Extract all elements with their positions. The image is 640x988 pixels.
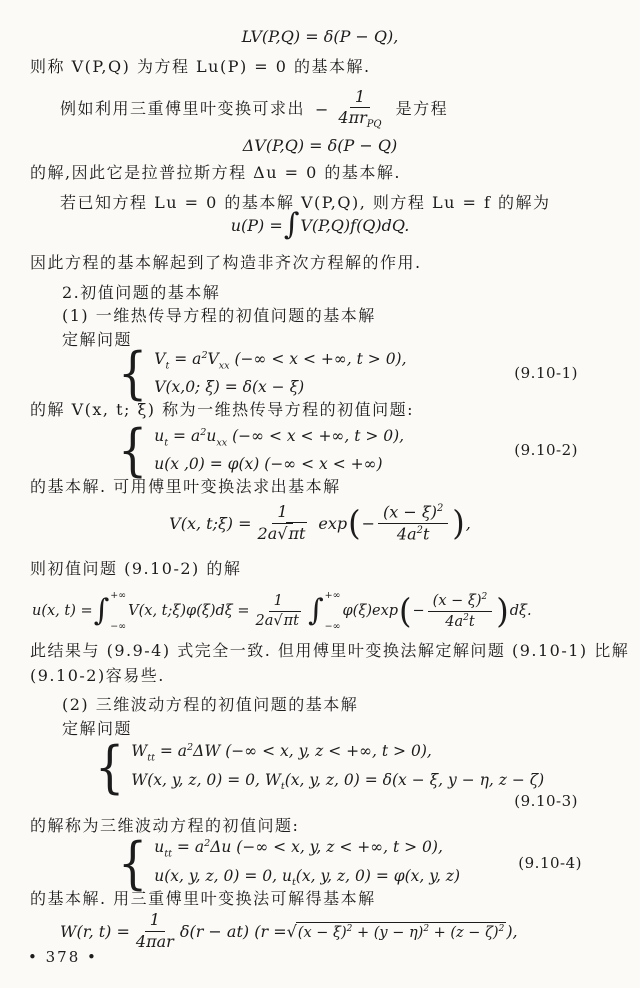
- left-brace: {: [118, 340, 148, 406]
- sqrt-radicand: $(x - \xi)^2 + (y - \eta)^2 + (z - \zeta)^2$: [297, 923, 505, 941]
- equation-up-rhs: V(P,Q)f(Q)dQ.: [300, 215, 410, 235]
- para-then-ivp-solution: 则初值问题 (9.10-2) 的解: [30, 559, 242, 578]
- sqrt-icon: √: [286, 921, 297, 941]
- sqrt-radicand: πt: [288, 523, 306, 543]
- exp-operator: exp: [318, 513, 348, 533]
- equation-label-9-10-2: (9.10-2): [514, 441, 578, 459]
- equation-system-9-10-2: [118, 417, 578, 483]
- system-lines: [131, 742, 544, 791]
- fraction-heat-kernel-coefficient: [255, 503, 311, 543]
- equation-up-lhs: u(P) =: [230, 215, 283, 235]
- fraction-numerator: 1: [272, 503, 292, 523]
- system-line-1: $V_t = a^2V_{xx}$ (−∞ < x < +∞, t > 0),: [154, 349, 407, 372]
- left-brace: {: [95, 734, 125, 800]
- fraction-heat-kernel-coefficient: [253, 593, 304, 629]
- fraction-gaussian-exponent: [378, 503, 448, 543]
- heading-1d-heat-equation: (1) 一维热传导方程的初值问题的基本解: [62, 306, 376, 325]
- para-find-by-fourier: 的基本解. 可用傅里叶变换法求出基本解: [30, 477, 341, 496]
- equation-system-9-10-4: [118, 830, 582, 896]
- system-lines: [154, 427, 404, 473]
- fraction-denominator: [253, 612, 304, 630]
- integral-lower-limit: −∞: [110, 620, 127, 632]
- system-line-1: $u_{tt} = a^2\Delta u$ (−∞ < x, y, z < +∞, t > 0),: [154, 838, 443, 860]
- equation-u-tail: dξ.: [509, 603, 532, 619]
- minus-sign: −: [361, 513, 376, 533]
- integral-limits: [110, 590, 126, 632]
- integral-sign: ∫: [308, 593, 324, 628]
- display-equation-wave-kernel: [60, 908, 518, 954]
- equation-system-9-10-1: [118, 340, 578, 406]
- display-equation-up: [0, 204, 640, 246]
- system-line-2: W(x, y, z, 0) = 0, $W_t(x$, y, z, 0) = δ(x − ξ, y − η, z − ζ): [131, 770, 545, 792]
- equation-w-lhs: W(r, t) =: [60, 921, 130, 941]
- equation-v-tail: ,: [465, 513, 471, 533]
- integral-sign: ∫: [283, 207, 300, 242]
- fraction-denominator: $4\pi r_{PQ}$: [338, 107, 382, 131]
- fraction-wave-coefficient: [133, 911, 177, 951]
- equation-label-9-10-4: (9.10-4): [518, 854, 582, 872]
- para-solution-called-heat-ivp: 的解 V(x, t; ξ) 称为一维热传导方程的初值问题:: [30, 400, 415, 419]
- para-laplace-fundamental: 的解,因此它是拉普拉斯方程 Δu = 0 的基本解.: [30, 163, 401, 182]
- integral-sign: ∫: [93, 593, 110, 628]
- display-equation-laplace-delta: ΔV(P,Q) = δ(P − Q): [242, 136, 398, 155]
- minus-sign: −: [315, 99, 329, 119]
- para-result-consistent-line2: (9.10-2)容易些.: [30, 666, 165, 685]
- big-open-paren: (: [399, 591, 412, 631]
- denominator-pre: 2a: [257, 523, 278, 543]
- fraction-denominator: [255, 524, 311, 543]
- fraction-numerator: 1: [350, 88, 370, 108]
- para-solve-by-triple-fourier: 的基本解. 用三重傅里叶变换法可解得基本解: [30, 889, 376, 908]
- integral-upper-limit: +∞: [324, 590, 341, 601]
- equation-u-mid1: V(x, t;ξ)φ(ξ)dξ =: [128, 603, 250, 619]
- fraction-numerator: 1: [145, 911, 165, 931]
- system-line-2: V(x,0; ξ) = δ(x − ξ): [154, 378, 305, 397]
- page-number: • 378 •: [28, 948, 98, 966]
- minus-sign: −: [412, 603, 425, 619]
- para-fundamental-solution-def: 则称 V(P,Q) 为方程 Lu(P) = 0 的基本解.: [30, 57, 371, 76]
- left-brace: {: [118, 417, 148, 483]
- display-equation-lv: LV(P,Q) = δ(P − Q),: [241, 27, 399, 46]
- integral-lower-limit: −∞: [324, 620, 341, 632]
- integral-upper-limit: +∞: [110, 590, 127, 601]
- heading-initial-value-problems: 2.初值问题的基本解: [62, 283, 221, 302]
- left-brace: {: [118, 830, 148, 896]
- fraction-one-over-4pi-rpq: [335, 88, 384, 131]
- para-problem-statement-2: 定解问题: [62, 719, 133, 738]
- heading-3d-wave-equation: (2) 三维波动方程的初值问题的基本解: [62, 695, 359, 714]
- para-problem-statement-1: 定解问题: [62, 330, 133, 349]
- system-line-2: u(x ,0) = φ(x) (−∞ < x < +∞): [154, 455, 383, 474]
- big-close-paren: ): [452, 503, 465, 543]
- display-equation-heat-kernel: [0, 498, 640, 548]
- fraction-denominator: 4πar: [135, 931, 174, 951]
- system-lines: [154, 838, 460, 887]
- para-solution-called-wave-ivp: 的解称为三维波动方程的初值问题:: [30, 816, 300, 835]
- fraction-numerator: 1: [269, 593, 288, 612]
- display-equation-heat-solution: [32, 586, 532, 636]
- fraction-denominator: $4a^2t$: [445, 612, 475, 630]
- system-line-2: u(x, y, z, 0) = 0, $u_t(x$, y, z, 0) = φ(x, y, z): [154, 866, 461, 888]
- system-line-1: $W_{tt} = a^2\Delta W$ (−∞ < x, y, z < +∞, t > 0),: [131, 742, 432, 764]
- para-triple-fourier-pre: 例如利用三重傅里叶变换可求出: [60, 99, 306, 119]
- equation-label-9-10-3: (9.10-3): [514, 792, 578, 810]
- equation-u-mid2: φ(ξ)exp: [342, 603, 399, 619]
- denominator-pre: 2a: [255, 612, 274, 629]
- equation-w-tail: ),: [506, 921, 518, 941]
- big-close-paren: ): [496, 591, 509, 631]
- equation-v-lhs: V(x, t;ξ) =: [169, 513, 252, 533]
- para-result-consistent-line1: 此结果与 (9.9-4) 式完全一致. 但用傅里叶变换法解定解问题 (9.10-1) 比解: [30, 641, 630, 660]
- para-triple-fourier-example: [60, 86, 448, 132]
- equation-w-mid: δ(r − at) (r =: [179, 921, 287, 941]
- para-known-solution: 若已知方程 Lu = 0 的基本解 V(P,Q), 则方程 Lu = f 的解为: [60, 193, 551, 212]
- fraction-numerator: $(x - \xi)^2$: [378, 503, 448, 524]
- para-nonhomogeneous-role: 因此方程的基本解起到了构造非齐次方程解的作用.: [30, 253, 422, 272]
- equation-u-lhs: u(x, t) =: [32, 603, 93, 619]
- fraction-numerator: $(x - \xi)^2$: [428, 592, 493, 612]
- sqrt-icon: √: [277, 523, 288, 543]
- para-triple-fourier-post: 是方程: [395, 99, 449, 119]
- integral-limits: [325, 590, 341, 632]
- sqrt-icon: √: [273, 612, 283, 629]
- fraction-gaussian-exponent: [428, 592, 493, 630]
- sqrt-radicand: πt: [283, 612, 300, 629]
- system-lines: [154, 350, 406, 396]
- big-open-paren: (: [348, 503, 361, 543]
- fraction-denominator: $4a^2t$: [396, 523, 430, 543]
- system-line-1: $u_t = a^2u_{xx}$ (−∞ < x < +∞, t > 0),: [154, 426, 405, 449]
- equation-system-9-10-3: [95, 734, 545, 800]
- equation-label-9-10-1: (9.10-1): [514, 364, 578, 382]
